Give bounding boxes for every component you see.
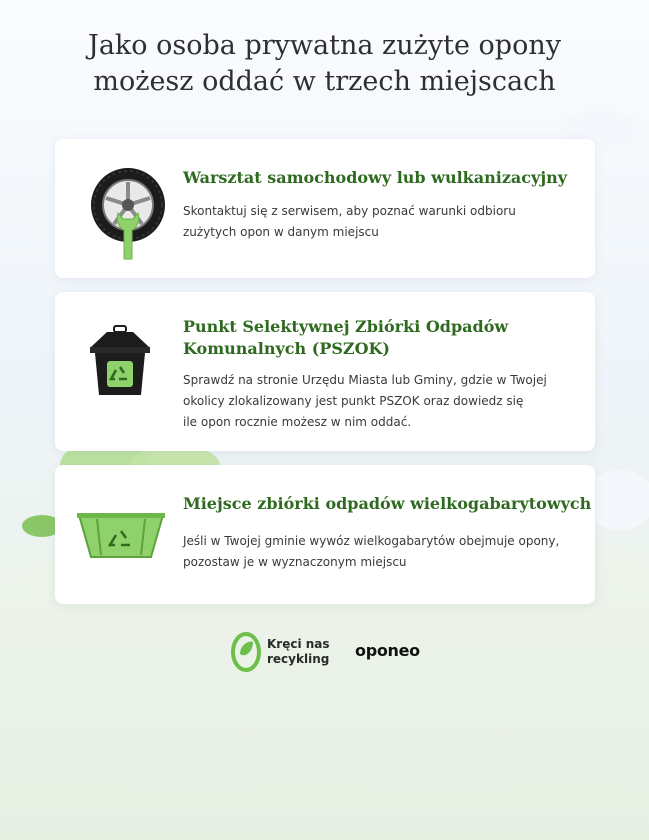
card-heading: Miejsce zbiórki odpadów wielkogabarytowych xyxy=(183,494,592,513)
card-description-line: ile opon rocznie możesz w nim oddać. xyxy=(183,415,412,429)
card-description xyxy=(183,531,559,573)
recycling-container-icon xyxy=(77,511,165,563)
card-heading xyxy=(183,316,508,360)
card-description-line: Skontaktuj się z serwisem, aby poznać warunki odbioru xyxy=(183,204,516,218)
tire-leaf-icon xyxy=(231,632,261,672)
tire-wrench-icon xyxy=(88,165,168,269)
card-description-line: Sprawdź na stronie Urzędu Miasta lub Gminy, gdzie w Twojej xyxy=(183,373,547,387)
card-description-line: zużytych opon w danym miejscu xyxy=(183,225,379,239)
card-heading: Warsztat samochodowy lub wulkanizacyjny xyxy=(183,168,568,187)
recycling-bin-icon xyxy=(89,325,151,401)
card-description-line: okolicy zlokalizowany jest punkt PSZOK oraz dowiedz się xyxy=(183,394,524,408)
card-description-line: Jeśli w Twojej gminie wywóz wielkogabarytów obejmuje opony, xyxy=(183,534,560,548)
page-title-line: Jako osoba prywatna zużyte opony xyxy=(88,30,561,61)
kreci-nas-recykling-logo xyxy=(231,632,330,672)
page-title-line: możesz oddać w trzech miejscach xyxy=(93,66,556,97)
page-title xyxy=(0,28,649,100)
card-heading-line: Punkt Selektywnej Zbiórki Odpadów xyxy=(183,317,509,336)
card-heading-line: Komunalnych (PSZOK) xyxy=(183,339,390,358)
oponeo-logo: oponeo xyxy=(355,641,420,660)
card-pszok xyxy=(55,292,595,451)
card-description xyxy=(183,370,547,433)
card-description-line: pozostaw je w wyznaczonym miejscu xyxy=(183,555,407,569)
logo-text-line: recykling xyxy=(267,652,330,666)
logo-text-line: Kręci nas xyxy=(267,637,330,651)
card-workshop xyxy=(55,139,595,278)
card-description xyxy=(183,201,516,243)
card-bulky-waste xyxy=(55,465,595,604)
